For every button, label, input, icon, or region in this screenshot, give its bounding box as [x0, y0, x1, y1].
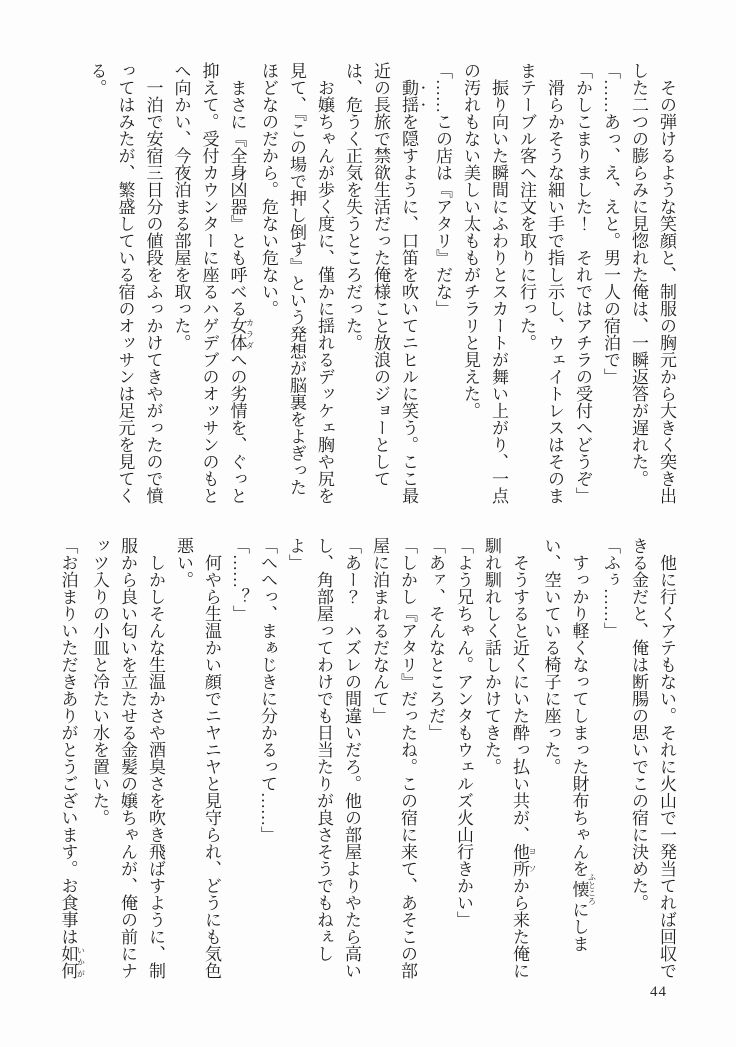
text-run: まさに『全身凶器』とも呼べる — [227, 79, 247, 317]
paragraph — [477, 537, 537, 983]
ruby-annotated-text: 如何 いかが — [58, 945, 86, 979]
text-run: 振り向いた瞬間にふわりとスカートが舞い上がり、一点の汚れもない美しい太ももがチラリと見えた。 — [461, 62, 508, 504]
paragraph — [169, 537, 225, 983]
paragraph — [512, 62, 568, 506]
text-run: 「へへっ、まぁじきに分かるって……」 — [258, 537, 277, 843]
paragraph — [281, 537, 365, 983]
text-run: から来た俺に馴れ馴れしく話しかけてきた。 — [482, 537, 529, 979]
paragraph — [167, 62, 255, 506]
bottom-text-block — [54, 537, 680, 983]
paragraph — [456, 62, 512, 506]
paragraph — [83, 62, 167, 506]
text-run: 「よう兄ちゃん。アンタもウェルズ火山行きかい」 — [454, 537, 473, 928]
text-run: すっかり軽くなってしまった財布ちゃんを — [569, 554, 589, 877]
ruby-annotated-text: 他所 ヨソ — [510, 843, 537, 877]
paragraph — [253, 537, 281, 983]
text-run: 一泊で安宿三日分の値段をふっかけてきやがったので憤ってはみたが、繁盛している宿のオッサンは足元を見てくる。 — [87, 62, 163, 504]
text-run: その弾けるような笑顔と、制服の胸元から大きく突き出した二つの膨らみに見惚れた俺は、一瞬返答が遅れた。 — [629, 62, 676, 504]
text-run: 「しかし『アタリ』だったね。この宿に来て、あそこの部屋に泊まれるだなんて」 — [370, 537, 417, 979]
text-run: を隠すように、口笛を吹いてニヒルに笑う。ここ最近の長旅で禁欲生活だった俺様こと放浪のジョーとしては、危うく正気を失うところだった。 — [343, 62, 418, 504]
text-run: 「かしこまりました！ それではアチラの受付へどうぞ」 — [573, 62, 592, 504]
text-run: 「……？」 — [230, 537, 249, 622]
text-run: 何やら生温かい顔でニヤニヤと見守られ、どうにも気色悪い。 — [174, 537, 221, 979]
text-run: 「ふぅ……」 — [601, 537, 620, 639]
emphasized-text: 動揺 — [399, 79, 418, 113]
paragraph — [449, 537, 477, 983]
text-run: 他に行くアテもない。それに火山で一発当てれば回収できる金だと、俺は断腸の思いでこの宿に決めた。 — [629, 537, 676, 979]
text-run: 滑らかそうな細い手で指し示し、ウェイトレスはそのままテーブル客へ注文を取りに行った。 — [517, 62, 564, 504]
paragraph — [54, 537, 86, 983]
paragraph — [568, 62, 596, 506]
top-text-block — [54, 62, 680, 506]
paragraph — [596, 537, 624, 983]
paragraph — [85, 537, 169, 983]
paragraph — [338, 62, 428, 506]
paragraph — [624, 537, 680, 983]
paragraph — [225, 537, 253, 983]
paragraph — [421, 537, 449, 983]
text-run: 「あァ、そんなところだ」 — [426, 537, 445, 741]
text-run: しかしそんな生温かさや酒臭さを吹き飛ばすように、制服から良い匂いを立たせる金髪の嬢ちゃんが、俺の前にナッツ入りの小皿と冷たい水を置いた。 — [90, 537, 165, 979]
text-run: にしまい、空いている椅子に座った。 — [541, 537, 589, 952]
paragraph — [596, 62, 624, 506]
text-run: への劣情を、ぐっと抑えて。受付カウンターに座るハゲデブのオッサンのもとへ向かい、今夜泊まる部屋を取った。 — [171, 62, 247, 504]
paragraph — [624, 62, 680, 506]
text-run: そうすると近くにいた酔っ払い共が、 — [510, 554, 529, 843]
text-run: お嬢ちゃんが歩く度に、僅かに揺れるデッケェ胸や尻を見て、『この場で押し倒す』という発想が脳裏をよぎったほどなのだから。危ない危ない。 — [259, 62, 334, 504]
page-number: 44 — [650, 984, 667, 1000]
paragraph — [254, 62, 338, 506]
paragraph — [365, 537, 421, 983]
text-run: 「……あっ、え、えと。男一人の宿泊で」 — [601, 62, 620, 385]
text-run: 「……この店は『アタリ』だな」 — [433, 62, 452, 317]
paragraph — [537, 537, 597, 983]
ruby-annotated-text: 懐 ふところ — [569, 873, 597, 905]
ruby-annotated-text: 女体 カラダ — [227, 317, 255, 351]
text-run: 「お泊まりいただきありがとうございます。お食事は — [58, 537, 78, 945]
paragraph — [428, 62, 456, 506]
text-run: 「あー？ ハズレの間違いだろ。他の部屋よりやたら高いし、角部屋ってわけでも日当たりが良さそうでもねぇしよ」 — [286, 537, 361, 979]
